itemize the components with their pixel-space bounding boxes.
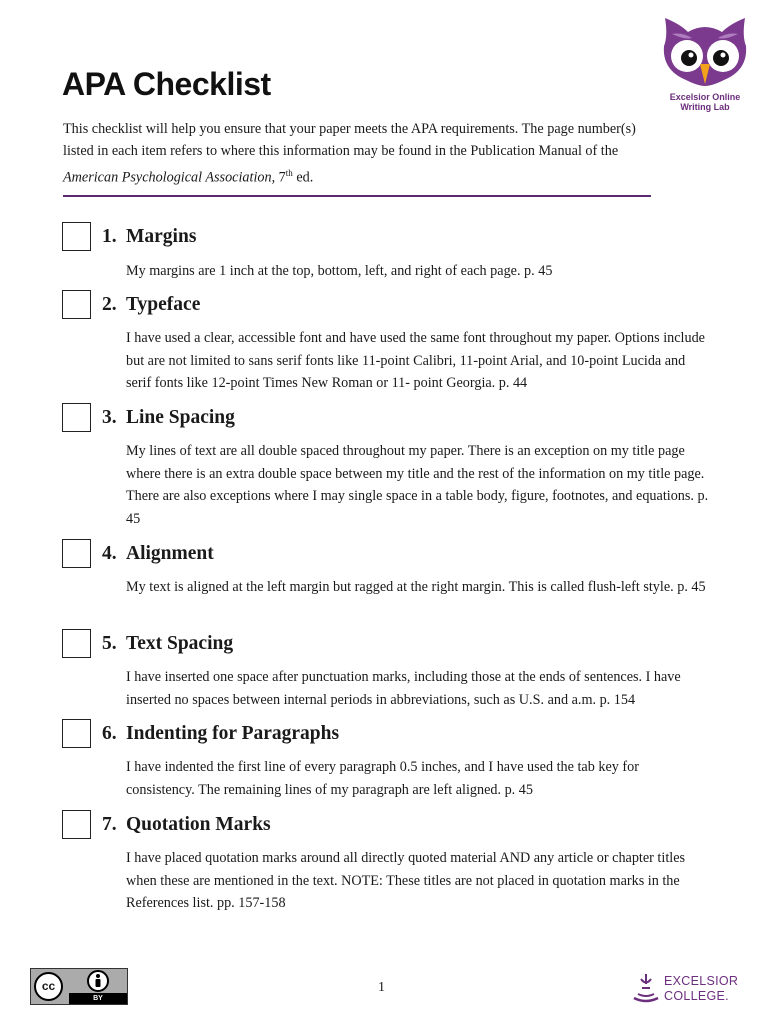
item-number: 4.	[102, 543, 117, 564]
page-number: 1	[378, 980, 385, 995]
item-heading	[102, 633, 233, 655]
owl-icon	[660, 14, 750, 90]
item-title: Line Spacing	[126, 407, 235, 428]
checkbox[interactable]	[62, 719, 91, 748]
college-line-1: EXCELSIOR	[664, 974, 739, 988]
item-heading	[102, 294, 200, 316]
checkbox[interactable]	[62, 810, 91, 839]
item-title: Typeface	[126, 294, 201, 315]
item-number: 7.	[102, 814, 117, 835]
intro-text: This checklist will help you ensure that your paper meets the APA requirements. The page number(s) listed in each item refers to where this information may be found in the Publication Manual of the	[63, 121, 636, 159]
excelsior-college-logo	[630, 972, 740, 1008]
item-title: Text Spacing	[126, 633, 234, 654]
item-number: 6.	[102, 723, 117, 744]
logo-line-1: Excelsior Online	[669, 92, 741, 102]
item-body: I have placed quotation marks around all directly quoted material AND any article or chapter titles when these are mentioned in the text. NOTE: These titles are not placed in quotation marks in the References list. pp. 157-158	[126, 850, 686, 911]
divider	[63, 195, 651, 197]
item-title: Margins	[126, 226, 197, 247]
item-body: My text is aligned at the left margin but ragged at the right margin. This is called flush-left style. p. 45	[126, 579, 706, 595]
item-body: I have inserted one space after punctuation marks, including those at the ends of sentences. I have inserted no spaces between internal periods in abbreviations, such as U.S. and a.m. p. 154	[126, 669, 681, 708]
item-number: 1.	[102, 226, 117, 247]
lamp-icon	[630, 972, 662, 1008]
item-number: 3.	[102, 407, 117, 428]
item-number: 5.	[102, 633, 117, 654]
intro-edition: , 7	[271, 169, 286, 186]
cc-icon: cc	[34, 972, 63, 1001]
college-line-2: COLLEGE.	[664, 989, 729, 1003]
logo-line-2: Writing Lab	[680, 102, 730, 112]
creative-commons-badge[interactable]	[30, 968, 128, 1005]
item-heading	[102, 407, 235, 429]
item-body: My lines of text are all double spaced throughout my paper. There is an exception on my title page where there is an extra double space between my title and the rest of the information on my title page. There are also exceptions where I may single space in a table body, figure, footnotes, and equations. p. 45	[126, 443, 709, 527]
item-title: Quotation Marks	[126, 814, 271, 835]
item-body: I have used a clear, accessible font and have used the same font throughout my paper. Options include but are not limited to sans serif fonts like 11-point Calibri, 11-point Arial, and 10-point Lucida and serif fonts like 12-point Times New Roman or 11- point Georgia. p. 44	[126, 330, 705, 391]
checkbox[interactable]	[62, 539, 91, 568]
item-number: 2.	[102, 294, 117, 315]
item-heading	[102, 814, 271, 836]
item-title: Alignment	[126, 543, 214, 564]
intro-paragraph	[63, 118, 663, 189]
intro-italic-title: American Psychological Association	[63, 169, 272, 186]
page-title: APA Checklist	[62, 66, 271, 102]
item-body: I have indented the first line of every paragraph 0.5 inches, and I have used the tab key for consistency. The remaining lines of my paragraph are left aligned. p. 45	[126, 759, 639, 798]
checkbox[interactable]	[62, 222, 91, 251]
item-title: Indenting for Paragraphs	[126, 723, 340, 744]
checkbox[interactable]	[62, 290, 91, 319]
excelsior-owl-logo	[655, 14, 755, 112]
by-label: BY	[69, 993, 127, 1004]
item-heading	[102, 543, 214, 565]
intro-superscript: th	[285, 168, 293, 178]
checkbox[interactable]	[62, 629, 91, 658]
intro-end: ed.	[292, 169, 314, 186]
checkbox[interactable]	[62, 403, 91, 432]
item-body: My margins are 1 inch at the top, bottom, left, and right of each page. p. 45	[126, 263, 553, 279]
item-heading	[102, 723, 339, 745]
item-heading	[102, 226, 196, 248]
